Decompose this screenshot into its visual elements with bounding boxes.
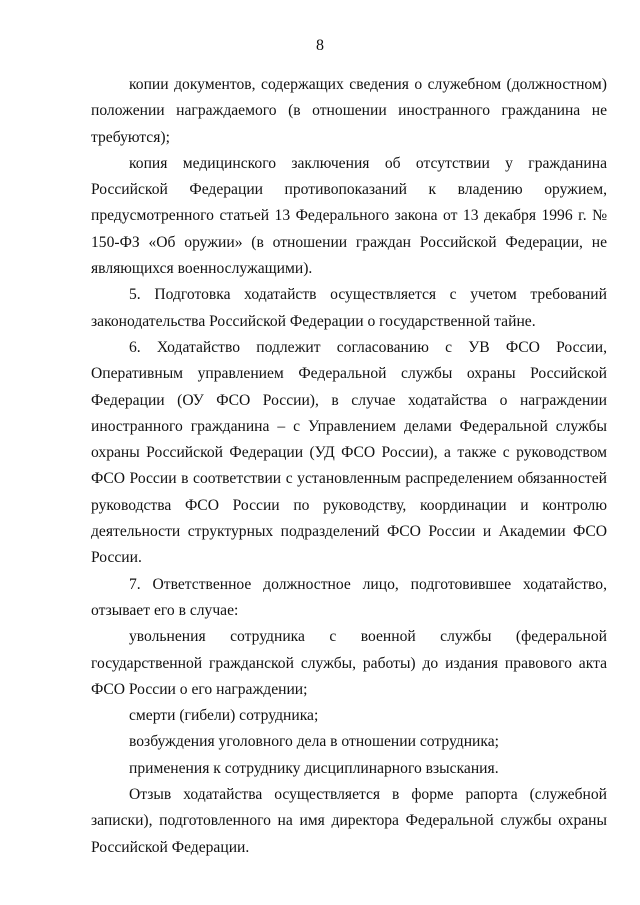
- document-body: [91, 72, 607, 861]
- paragraph-dismissal: увольнения сотрудника с военной службы (федеральной государственной гражданской службы, работы) до издания правового акта ФСО России о его награждении;: [91, 628, 607, 698]
- paragraph-medical-certificate: копия медицинского заключения об отсутствии у гражданина Российской Федерации противопоказаний к владению оружием, предусмотренного статьей 13 Федерального закона от 13 декабря 1996 г. № 150-ФЗ «Об оружии» (в отношении граждан Российской Федерации, не являющихся военнослужащими).: [91, 154, 607, 278]
- paragraph-item-6: 6. Ходатайство подлежит согласованию с УВ ФСО России, Оперативным управлением Федеральной службы охраны Российской Федерации (ОУ ФСО России), в случае ходатайства о награждении иностранного гражданина – с Управлением делами Федеральной службы охраны Российской Федерации (УД ФСО России), а также с руководством ФСО России в соответствии с установленным распределением обязанностей руководства ФСО России по руководству, координации и контролю деятельности структурных подразделений ФСО России и Академии ФСО России.: [91, 338, 607, 567]
- paragraph-death: смерти (гибели) сотрудника;: [129, 707, 319, 725]
- paragraph-item-7: 7. Ответственное должностное лицо, подготовившее ходатайство, отзывает его в случае:: [91, 575, 607, 619]
- paragraph-documents-copies: копии документов, содержащих сведения о служебном (должностном) положении награждаемого (в отношении иностранного гражданина не требуются);: [91, 76, 607, 146]
- paragraph-withdrawal-form: Отзыв ходатайства осуществляется в форме рапорта (служебной записки), подготовленного на имя директора Федеральной службы охраны Российской Федерации.: [91, 786, 607, 856]
- paragraph-criminal-case: возбуждения уголовного дела в отношении сотрудника;: [129, 733, 499, 751]
- paragraph-item-5: 5. Подготовка ходатайств осуществляется с учетом требований законодательства Российской Федерации о государственной тайне.: [91, 286, 607, 330]
- page-number: 8: [316, 37, 324, 54]
- paragraph-disciplinary: применения к сотруднику дисциплинарного взыскания.: [129, 759, 499, 777]
